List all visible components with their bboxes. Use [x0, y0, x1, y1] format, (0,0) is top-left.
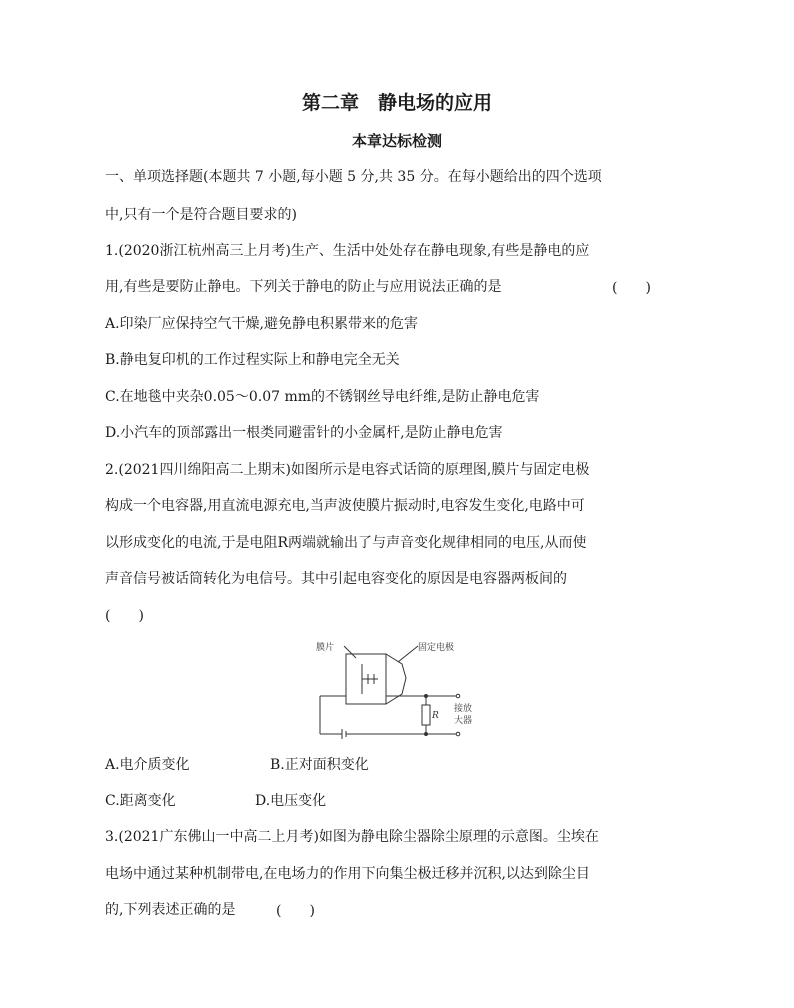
label-resistor: R [432, 711, 439, 721]
q2-stem-line3: 以形成变化的电流,于是电阻R两端就输出了与声音变化规律相同的电压,从而使 [105, 535, 587, 551]
q1-option-b: B.静电复印机的工作过程实际上和静电完全无关 [105, 352, 400, 368]
chapter-title: 第二章 静电场的应用 [301, 92, 492, 114]
q2-answer-paren: ( ) [105, 608, 144, 624]
q2-stem-line4: 声音信号被话筒转化为电信号。其中引起电容变化的原因是电容器两板间的 [105, 571, 567, 587]
q2-option-c: C.距离变化 [105, 793, 176, 809]
q2-option-d: D.电压变化 [255, 793, 327, 809]
label-amplifier-line2: 大器 [454, 716, 473, 726]
q3-answer-paren: ( ) [276, 903, 315, 919]
q2-option-b: B.正对面积变化 [270, 757, 369, 773]
q3-stem-line2: 电场中通过某种机制带电,在电场力的作用下向集尘极迁移并沉积,以达到除尘目 [105, 866, 590, 882]
electrode-pointer [398, 646, 418, 662]
q1-stem-line1: 1.(2020浙江杭州高三上月考)生产、生活中处处存在静电现象,有些是静电的应 [105, 243, 590, 259]
q1-option-a: A.印染厂应保持空气干燥,避免静电积累带来的危害 [105, 316, 419, 332]
microphone-circuit-diagram [312, 638, 482, 748]
q2-option-a: A.电介质变化 [105, 757, 190, 773]
q2-stem-line2: 构成一个电容器,用直流电源充电,当声波使膜片振动时,电容发生变化,电路中可 [105, 498, 585, 514]
section-heading-line2: 中,只有一个是符合题目要求的) [105, 207, 297, 223]
q3-stem-line1: 3.(2021广东佛山一中高二上月考)如图为静电除尘器除尘原理的示意图。尘埃在 [105, 829, 599, 845]
section-subtitle: 本章达标检测 [351, 132, 442, 150]
label-amplifier-line1: 接放 [454, 704, 473, 714]
label-fixed-electrode: 固定电极 [418, 643, 455, 653]
section-heading-line1: 一、单项选择题(本题共 7 小题,每小题 5 分,共 35 分。在每小题给出的四个选项 [105, 169, 602, 185]
q1-option-c: C.在地毯中夹杂0.05～0.07 mm的不锈钢丝导电纤维,是防止静电危害 [105, 389, 540, 405]
q1-stem-line2: 用,有些是要防止静电。下列关于静电的防止与应用说法正确的是 [105, 279, 502, 295]
label-membrane: 膜片 [316, 643, 335, 653]
q1-option-d: D.小汽车的顶部露出一根类同避雷针的小金属杆,是防止静电危害 [105, 425, 503, 441]
q2-stem-line1: 2.(2021四川绵阳高二上期末)如图所示是电容式话筒的原理图,膜片与固定电极 [105, 462, 590, 478]
resistor [422, 705, 430, 725]
q3-stem-line3: 的,下列表述正确的是 [105, 902, 236, 918]
q1-answer-paren: ( ) [612, 280, 651, 296]
